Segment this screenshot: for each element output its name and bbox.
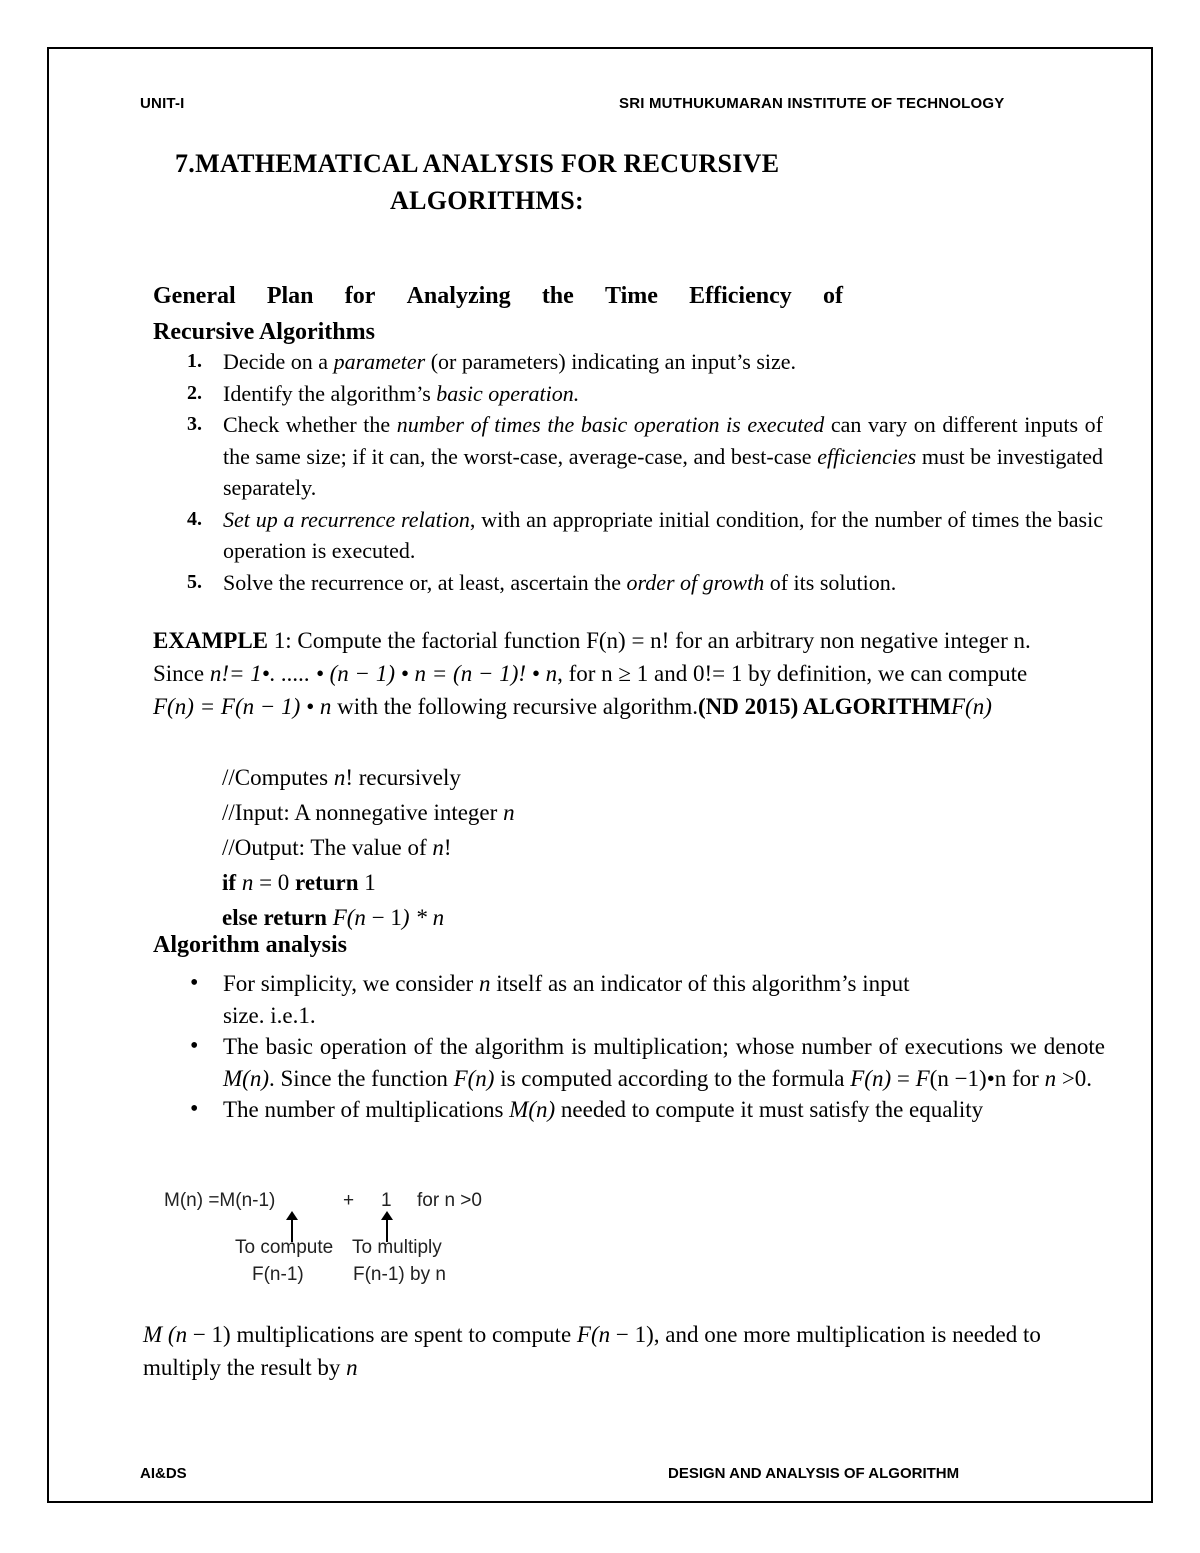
analysis-bullet: • The number of multiplications M(n) needed to compute it must satisfy the equality bbox=[223, 1094, 1105, 1126]
heading-word: Time bbox=[605, 283, 658, 309]
annotation-f-n-1: F(n-1) bbox=[252, 1264, 304, 1285]
heading-word: for bbox=[344, 283, 376, 309]
heading-word: Efficiency bbox=[689, 283, 792, 309]
section-title-line2: ALGORITHMS: bbox=[390, 186, 584, 215]
recurrence-condition: for n >0 bbox=[417, 1190, 482, 1211]
header-unit: UNIT-I bbox=[140, 95, 185, 112]
code-line: else return F(n − 1) * n bbox=[222, 905, 445, 930]
plan-step: Solve the recurrence or, at least, ascertain the order of growth of its solution. bbox=[223, 569, 897, 595]
heading-word: the bbox=[541, 283, 574, 309]
plan-step: Check whether the number of times the basic operation is executed can vary on different inputs of the same size; if it can, the worst-case, average-case, and best-case efficiencies must be investigated separately. bbox=[223, 412, 1103, 500]
recurrence-plus: + bbox=[343, 1190, 355, 1211]
heading-word: General bbox=[153, 283, 236, 309]
page-border bbox=[47, 47, 1153, 1503]
code-line: if n = 0 return 1 bbox=[222, 870, 376, 895]
footer-subject: DESIGN AND ANALYSIS OF ALGORITHM bbox=[668, 1465, 960, 1482]
code-comment: //Computes n! recursively bbox=[222, 765, 461, 790]
header-institute: SRI MUTHUKUMARAN INSTITUTE OF TECHNOLOGY bbox=[619, 95, 1005, 112]
analysis-list bbox=[175, 968, 1105, 1126]
analysis-bullet: • For simplicity, we consider n itself as an indicator of this algorithm’s input size. i.e.1. bbox=[223, 968, 1105, 1031]
plan-step: Set up a recurrence relation, with an appropriate initial condition, for the number of times the basic operation is executed. bbox=[223, 506, 1103, 563]
heading-word: Analyzing bbox=[406, 283, 511, 309]
footer-department: AI&DS bbox=[140, 1465, 187, 1482]
code-comment: //Output: The value of n! bbox=[222, 835, 452, 860]
plan-step: Identify the algorithm’s basic operation. bbox=[223, 380, 580, 406]
section-title-line1: 7.MATHEMATICAL ANALYSIS FOR RECURSIVE bbox=[175, 149, 780, 178]
annotation-f-n-1-by-n: F(n-1) by n bbox=[353, 1264, 446, 1285]
example-paragraph: EXAMPLE 1: Compute the factorial function F(n) = n! for an arbitrary non negative integer n. Since n!= 1•. ..... • (n − 1) • n = (n − 1)! • n, for n ≥ 1 and 0!= 1 by definition, we can compute F(n) = F(n − 1) • n with the following recursive algorithm.(ND 2015) ALGORITHMF(n) bbox=[153, 628, 1031, 719]
analysis-bullet: • The basic operation of the algorithm is multiplication; whose number of executions we denote M(n). Since the function F(n) is computed according to the formula F(n) = F(n −1)•n for n >0. bbox=[223, 1031, 1105, 1094]
plan-step: Decide on a parameter (or parameters) indicating an input’s size. bbox=[223, 349, 797, 374]
recurrence-lhs: M(n) =M(n-1) bbox=[164, 1190, 276, 1211]
recurrence-one: 1 bbox=[381, 1190, 392, 1211]
annotation-to-compute: To compute bbox=[235, 1237, 334, 1258]
heading-word: Plan bbox=[266, 283, 314, 309]
algorithm-pseudocode bbox=[222, 760, 515, 935]
analysis-heading: Algorithm analysis bbox=[153, 932, 348, 958]
code-comment: //Input: A nonnegative integer n bbox=[222, 800, 515, 825]
general-plan-heading bbox=[153, 278, 843, 350]
closing-paragraph: M (n − 1) multiplications are spent to compute F(n − 1), and one more multiplication is needed to multiply the result by n bbox=[143, 1322, 1041, 1380]
annotation-to-multiply: To multiply bbox=[352, 1237, 442, 1258]
heading-word: of bbox=[822, 283, 843, 309]
heading-line2: Recursive Algorithms bbox=[153, 319, 375, 345]
plan-steps-list bbox=[175, 346, 1103, 598]
